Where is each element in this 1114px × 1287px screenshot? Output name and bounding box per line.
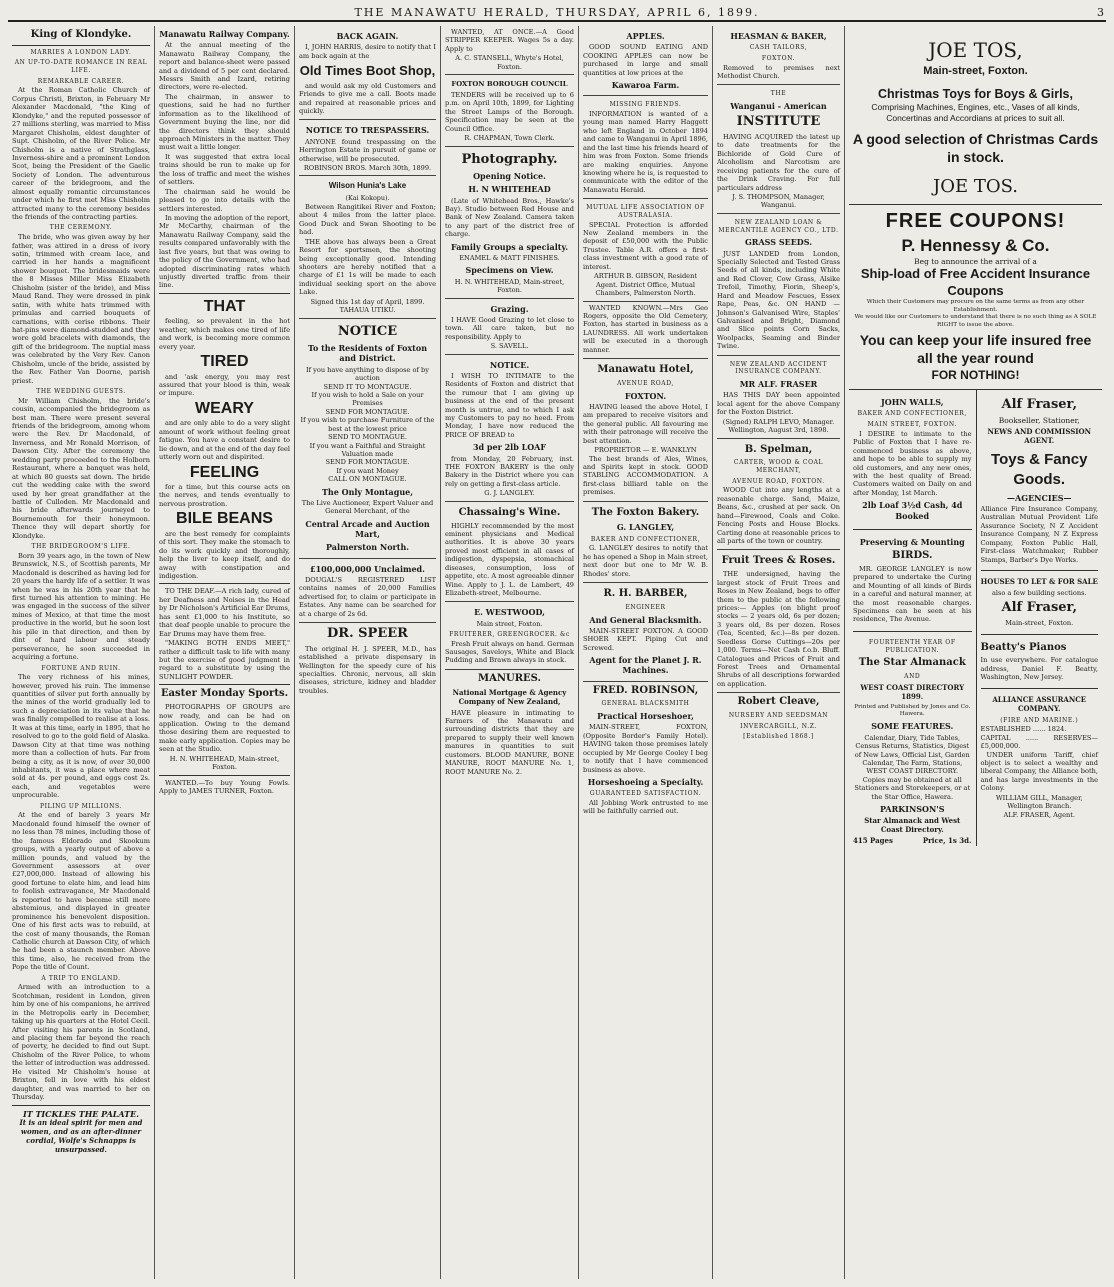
grass-seeds-ad bbox=[717, 214, 840, 356]
ad-heading-tired: TIRED bbox=[200, 353, 249, 371]
ad-title: APPLES. bbox=[626, 31, 665, 41]
photography-ad bbox=[445, 147, 574, 299]
lower-ads bbox=[849, 390, 1102, 846]
divider bbox=[159, 684, 290, 685]
ad-heading-that: THAT bbox=[203, 297, 246, 315]
ad-text: Between Rangitikei River and Foxton; about 4 miles from the latter place. Good Duck and Swan Shooting to be had. bbox=[299, 202, 436, 237]
tailors-ad bbox=[717, 26, 840, 85]
ad-text: The best brands of Ales, Wines, and Spirits kept in stock. GOOD STABLING ACCOMMODATION. A first-class billiard table on the premises. bbox=[583, 454, 708, 497]
article-subhead: AN UP-TO-DATE ROMANCE IN REAL LIFE. bbox=[14, 59, 148, 75]
column-1 bbox=[8, 26, 155, 1279]
ad-signature: ALF. FRASER, Agent. bbox=[1003, 810, 1076, 819]
ad-signature: WILLIAM GILL, Manager, Wellington Branch. bbox=[995, 793, 1083, 811]
ad-title: Preserving & Mounting bbox=[859, 536, 965, 547]
ad-text: I WISH TO INTIMATE to the Residents of Foxton and district that the rumour that I am giving up business at the end of the present month is untrue, and to which I ask my Customers to pay no heed. From Monday, I have now reduced the PRICE OF BREAD to bbox=[445, 371, 574, 439]
ad-title: Manawatu Hotel, bbox=[597, 364, 694, 376]
grazing-ad bbox=[445, 299, 574, 355]
ad-signature: (Signed) RALPH LEVO, Manager. Wellington, August 3rd, 1898. bbox=[722, 417, 835, 435]
ad-title: JOE TOS. bbox=[932, 176, 1018, 198]
ad-subtitle: To the Residents of Foxton and District. bbox=[307, 343, 428, 364]
ad-title: JOHN WALLS, bbox=[880, 397, 944, 408]
ad-signature: Signed this 1st day of April, 1899. TAHAUA UTIKU. bbox=[310, 297, 425, 315]
ad-text: HAS THIS DAY been appointed local agent for the above Company for the Foxton District. bbox=[717, 391, 840, 417]
ad-subtitle: FOXTON. bbox=[761, 54, 796, 62]
bakery-notice-ad bbox=[445, 355, 574, 502]
ad-subtitle: CASH TAILORS, bbox=[749, 44, 808, 52]
page-count: 415 Pages bbox=[853, 836, 893, 846]
ad-text: HAVE pleasure in intimating to Farmers of the Manawatu and surrounding districts that they are prepared to supply their well known manures in quantities to suit customers. BLOOD MANURE, BONE MANURE, ROOT MANURE No. 1, ROOT MANURE No. 2. bbox=[445, 708, 574, 776]
montague-line: CALL ON MONTAGUE. bbox=[328, 475, 407, 484]
article-paragraph: Armed with an introduction to a Scotchman, resident in London, given him by one of his companions, he arrived in the Metropolis early in December, taking up his quarters at the Hotel Cecil. After visiting his parents in Scotland, and placing them far beyond the reach of poverty, he decided to find out Supt. Chisholm of the River Police, to whom the letter of introduction was addressed. He visited Mr Chisholm's house at Brixton, fell in love with his eldest daughter, and was married to her on Thursday. bbox=[12, 983, 150, 1102]
ad-text: and 'ask energy, you may rest assured that your blood is thin, weak or impure. bbox=[159, 372, 290, 398]
ad-text: HAVING ACQUIRED the latest up to date treatments for the Bichloride of Gold Cure of Alcoholism and Narcotism are receiving patients for the cure of the Drink Craving. For full particulars address bbox=[717, 132, 840, 192]
ad-subtitle: PARKINSON'S bbox=[879, 804, 945, 815]
ad-subtitle: WEST COAST DIRECTORY 1899. bbox=[860, 682, 965, 701]
joe-tos-ad bbox=[849, 26, 1102, 205]
article-subhead: REMARKABLE CAREER. bbox=[37, 77, 125, 85]
ad-subtitle: NEWS AND COMMISSION AGENT. bbox=[987, 427, 1092, 446]
ad-text: ANYONE found trespassing on the Herrington Estate in pursuit of game or otherwise, will be prosecuted. bbox=[299, 137, 436, 163]
bread-price: 3d per 2lb LOAF bbox=[472, 442, 547, 453]
ad-title: BACK AGAIN. bbox=[336, 31, 399, 41]
ad-title: Beatty's Pianos bbox=[980, 641, 1067, 653]
ad-text: I, JOHN HARRIS, desire to notify that I am back again at the bbox=[299, 43, 436, 60]
ad-shop-name: Old Times Boot Shop, bbox=[299, 63, 436, 79]
ad-text: THE above has always been a Great Resort for sportsmen, the shooting being exceptionally good. Intending shooters are hereby notified that a charge of £1 1s will be made to each individual seeking sport on the above Lake. bbox=[299, 237, 436, 297]
montague-address: Central Arcade and Auction Mart, bbox=[305, 518, 430, 540]
article-paragraph: The very richness of his mines, however, proved his ruin. The immense quantities of silver put forth annually by the mines of the world gradually led to such a depreciation in its value that he was finally compelled to realise at a loss. It was at this time, early in 1895, that he resolved to go to the gold field of Alaska. Dawson City at that time was nothing more than a collection of huts. Far from being a city, as it is now, of over 30,000 inhabitants, it was a place where meat sold at 4s. per pound, and eggs cost 2s. each, and vegetables were unprocurable. bbox=[12, 673, 150, 800]
ad-title: FRED. ROBINSON, bbox=[592, 684, 699, 696]
ad-text: SPECIAL Protection is afforded New Zealand members in the deposit of £50,000 with the Public Trustee. Table A.R. offers a first-class investment with a good rate of interest. bbox=[583, 220, 708, 271]
ad-title: HOUSES TO LET & FOR SALE bbox=[980, 577, 1098, 587]
ad-title: FOXTON BOROUGH COUNCIL bbox=[451, 80, 568, 89]
divider bbox=[159, 293, 290, 294]
ad-text: All Jobbing Work entrusted to me will be faithfully carried out. bbox=[583, 798, 708, 816]
ad-subtitle: BIRDS. bbox=[892, 550, 933, 562]
beatty-pianos-ad bbox=[981, 635, 1099, 689]
ad-title: Chassaing's Wine. bbox=[458, 506, 561, 518]
ad-subtitle: also a few building sections. bbox=[991, 589, 1087, 597]
montague-name: The Only Montague, bbox=[321, 486, 414, 497]
column-6 bbox=[713, 26, 845, 1279]
ad-subtitle: ENGINEER bbox=[625, 603, 666, 611]
laundress-ad bbox=[583, 302, 708, 360]
ad-feature: FOR NOTHING! bbox=[931, 367, 1020, 382]
ad-title: MANURES. bbox=[478, 672, 541, 684]
montague-line: If you want a Faithful and Straight Valuation made bbox=[309, 441, 426, 459]
divider bbox=[159, 775, 290, 776]
ad-text: CAPITAL ...... RESERVES— £5,000,000. bbox=[980, 733, 1098, 751]
unclaimed-ad bbox=[299, 559, 436, 623]
montague-line: SEND FOR MONTAGUE. bbox=[325, 407, 410, 416]
ad-title: NOTICE. bbox=[489, 359, 530, 370]
ad-title: NOTICE TO TRESPASSERS. bbox=[305, 125, 430, 136]
article-title: King of Klondyke. bbox=[30, 29, 132, 40]
ad-text: MAIN-STREET FOXTON. A GOOD SHOER KEPT. Piping Cut and Screwed. bbox=[583, 626, 708, 652]
ad-text: JUST LANDED from London, Specially Selected and Tested Grass Seeds of all kinds, including White and Red Clover, Cow Grass, Alsike Trefoil, Timothy, Fiorin, Sheep's, Hard and Meadow Fescues, Essex Rape, Peas, &c. ON HAND — Johnson's Galvanised Wire, Staples' Galvanised and Bright, Diamond and Slice points Corn Sacks, Woolpacks, Seaming and Binder Twine. bbox=[717, 249, 840, 351]
ad-subtitle: National Mortgage & Agency Company of New Zealand, bbox=[452, 687, 567, 706]
ad-subtitle: BAKER AND CONFECTIONER, bbox=[590, 535, 701, 543]
ad-text: and are only able to do a very slight amount of work without feeling great fatigue. You have a constant desire to lie down, and at the end of the day feel utterly worn out and dispirited. bbox=[159, 419, 290, 462]
sunlight-notice: "MAKING BOTH ENDS MEET," rather a difficult task to life with many but the exercise of good judgment in regard to a substitute by using the SUNLIGHT POWDER. bbox=[159, 639, 290, 681]
ad-subtitle: Main-street, Foxton. bbox=[1005, 619, 1074, 628]
manures-ad bbox=[445, 673, 574, 776]
lower-right-ads bbox=[976, 390, 1103, 846]
ad-text: The Live Auctioneer, Expert Valuer and General Merchant, of the bbox=[301, 499, 434, 516]
columns bbox=[8, 26, 1106, 1279]
ad-text: Removed to premises next Methodist Church. bbox=[717, 63, 840, 81]
ad-text: TENDERS will be received up to 6 p.m. on April 10th, 1899, for Lighting the Street Lamps of the Borough. Specification may be seen at the Council Office. bbox=[445, 90, 574, 133]
ad-title: Alf Fraser, bbox=[1001, 600, 1077, 616]
ad-subtitle: AND bbox=[904, 673, 921, 681]
trespass-notice bbox=[299, 120, 436, 176]
ad-subtitle: Star Almanack and West Coast Directory. bbox=[864, 816, 961, 835]
ad-text: INFORMATION is wanted of a young man named Harry Haggett who left England in October 1894 and came to Wanganui in April 1896, and the last time his friends heard of him was from Foxton. Some friends are making enquiries. Anyone knowing where he is, is requested to communicate with the editor of the Manawatu Herald. bbox=[583, 109, 708, 194]
ad-subtitle: Opening Notice. bbox=[473, 171, 546, 182]
montague-line: If you want Money bbox=[336, 466, 399, 475]
ad-text: HAVING leased the above Hotel, I am prepared to receive visitors and the general public. All favouring me with their patronage will receive the best attention. bbox=[583, 402, 708, 445]
section-heading: A TRIP TO ENGLAND. bbox=[41, 974, 121, 982]
ad-text: Fresh Fruit always on hand. German Sausages, Saveloys, White and Black Pudding and Brawn always in stock. bbox=[445, 639, 574, 665]
houses-ad bbox=[981, 571, 1099, 634]
ad-text: are the best remedy for complaints of this sort. They make the stomach to do its work quickly and thoroughly, help the liver to keep itself, and do away with constipation and indigestion. bbox=[159, 529, 290, 581]
article-paragraph: The chairman, in answer to questions, said he had no further information as to the likelihood of Government buying the line, nor did the directors think they should approach Ministers in the matter. They must wait a little longer. bbox=[159, 92, 290, 152]
ad-feature: ENAMEL & MATT FINISHES. bbox=[459, 254, 560, 263]
ad-signature: ARTHUR B. GIBSON, Resident Agent. District Office, Mutual Chambers, Palmerston North. bbox=[594, 272, 697, 298]
ad-feature: Agent for the Planet J. R. Machines. bbox=[589, 655, 702, 676]
montague-line: If you wish to hold a Sale on your Premises bbox=[311, 390, 424, 408]
section-heading: THE WEDDING GUESTS. bbox=[36, 388, 126, 396]
ad-signature: G. J. LANGLEY. bbox=[484, 489, 535, 498]
article-paragraph: At the Roman Catholic Church of Corpus Christi, Brixton, in February Mr Alexander Macdonald, "the King of Klondyke," and the reputed possessor of 27 millions sterling, was married to Miss Margaret Chisholm, eldest daughter of Supt. Chisholm, of the River Police. Mr Chisholm is a native of Strathglass, Inverness-shire and a prominent London Scot, being the President of the Gaelic Society of London. The adventurous career of the bridegroom, and the almost equally romantic circumstances under which he first met Miss Chisholm attracted many to the ceremony besides the friends of the contracting parties. bbox=[12, 86, 150, 222]
article-paragraph: It was suggested that extra local trains should be run to make up for the loss of traffic and meet the wishes of settlers. bbox=[159, 152, 290, 187]
company-name: P. Hennessy & Co. bbox=[901, 235, 1050, 255]
ad-feature: Specimens on View. bbox=[465, 265, 554, 276]
montague-city: Palmerston North. bbox=[325, 542, 410, 553]
robinson-blacksmith-ad bbox=[583, 685, 708, 816]
birds-ad bbox=[853, 530, 972, 632]
montague-line: SEND IT TO MONTAGUE. bbox=[323, 382, 412, 391]
column-4 bbox=[441, 26, 579, 1279]
ad-title: £100,000,000 Unclaimed. bbox=[310, 563, 425, 574]
ad-subtitle: —AGENCIES— bbox=[1007, 492, 1072, 503]
ad-title: DR. SPEER bbox=[327, 626, 408, 642]
easter-sports-title: Easter Monday Sports. bbox=[160, 688, 289, 700]
ad-title: ALLIANCE ASSURANCE COMPANY. bbox=[992, 694, 1087, 713]
ad-subtitle: SOME FEATURES. bbox=[871, 721, 954, 732]
ad-title: Alf Fraser, bbox=[1001, 397, 1077, 413]
john-walls-ad bbox=[853, 390, 972, 530]
ad-heading-bile-beans: BILE BEANS bbox=[176, 510, 273, 528]
ad-text: In use everywhere. For catalogue address, Daniel F. Beatty, Washington, New Jersey. bbox=[980, 656, 1098, 682]
price: Price, 1s 3d. bbox=[922, 836, 972, 846]
masthead bbox=[8, 6, 1106, 22]
hennessy-ad bbox=[849, 205, 1102, 390]
ad-feature: Toys & Fancy Goods. bbox=[991, 451, 1088, 488]
ad-subtitle: MAIN STREET, FOXTON. bbox=[867, 421, 957, 429]
ad-text: ESTABLISHED ...... 1824. bbox=[980, 725, 1067, 734]
section-heading: PILING UP MILLIONS. bbox=[40, 802, 122, 810]
montague-line: SEND TO MONTAGUE. bbox=[328, 433, 407, 442]
ad-text: (Late of Whitehead Bros., Hawke's Bay). Studio between Red House and Bank of New Zealand. Camera taken to any part of the district free of charge. bbox=[445, 196, 574, 239]
divider bbox=[12, 1105, 150, 1106]
lower-left-ads bbox=[849, 390, 976, 846]
ad-feature: A good selection of Christmas Cards in stock. bbox=[852, 131, 1099, 166]
star-almanack-ad bbox=[853, 632, 972, 846]
farm-name: Kawaroa Farm. bbox=[611, 79, 680, 90]
ad-text: I DESIRE to intimate to the Public of Foxton that I have re-commenced business as above, and hope to be able to supply my old customers, and any new ones, with the best quality of Bread. Customers waited on Daily on and after Monday, 1st March. bbox=[853, 429, 972, 497]
spelman-ad bbox=[717, 439, 840, 551]
ad-text: Which their Customers may procure on the same terms as from any other Establishment. bbox=[866, 299, 1085, 313]
column-2 bbox=[155, 26, 295, 1279]
ad-text: Alliance Fire Insurance Company, Australian Mutual Provident Life Assurance Society, N Z Accident Insurance Company, N Z Express Company, Foxton Public Hall, First-class Watchmaker, Rubber Stamps, Barber's Dye Works. bbox=[980, 504, 1098, 564]
ad-subtitle: BAKER AND CONFECTIONER, bbox=[857, 410, 967, 418]
ad-subtitle: Bookseller, Stationer, bbox=[998, 415, 1080, 425]
ad-text: Printed and Published by Jones and Co. Hawera. bbox=[854, 703, 971, 718]
schnapps-ad-body: It is an ideal spirit for men and women, and as an after-dinner cordial, Wolfe's Schnapps is unsurpassed. bbox=[19, 1117, 143, 1154]
ad-subtitle: (FIRE AND MARINE.) bbox=[1000, 716, 1079, 724]
section-heading: FORTUNE AND RUIN. bbox=[41, 664, 121, 672]
ad-text: WANTED KNOWN.—Mrs Geo Rogers, opposite the Old Cemetery, Foxton, has started in business as a LAUNDRESS. All work undertaken will be executed in a thorough manner. bbox=[583, 303, 708, 354]
ad-text: UNDER uniform Tariff, chief object is to select a wealthy and liberal Company, the Alliance both, and has large investments in the Colony. bbox=[980, 750, 1098, 793]
ad-title: B. Spelman, bbox=[744, 443, 813, 455]
wine-ad bbox=[445, 502, 574, 603]
ad-feature: Horseshoeing a Specialty. bbox=[587, 776, 704, 787]
divider bbox=[12, 45, 150, 46]
masthead-title: THE MANAWATU HERALD, THURSDAY, APRIL 6, 1899. bbox=[354, 6, 760, 19]
ad-signature: ROBINSON BROS. March 30th, 1899. bbox=[303, 164, 432, 173]
fruit-trees-ad bbox=[717, 550, 840, 693]
ad-text: MAIN-STREET, FOXTON, (Opposite Border's Family Hotel). HAVING taken those premises lately occupied by Mr George Cooley I beg to notify that I have commenced business as above. bbox=[583, 723, 708, 774]
ad-title: MUTUAL LIFE ASSOCIATION OF AUSTRALASIA. bbox=[586, 204, 705, 219]
ad-subtitle: FOURTEENTH YEAR OF PUBLICATION. bbox=[868, 638, 956, 654]
ad-signature: H. N. WHITEHEAD, Main-street, Foxton. bbox=[454, 277, 565, 295]
page-number: 3 bbox=[1097, 6, 1104, 19]
baker-name: G. LANGLEY, bbox=[616, 522, 675, 533]
article-title: Manawatu Railway Company. bbox=[159, 29, 290, 39]
bread-price: 2lb Loaf 3½d Cash, 4d Booked bbox=[862, 500, 963, 521]
ad-title: Grazing. bbox=[490, 303, 529, 314]
ad-text: Calendar, Diary, Tide Tables, Census Returns, Statistics, Digest of New Laws, Official List, Garden Calendar, The Farm, Stations, WEST COAST DIRECTORY. bbox=[854, 733, 970, 776]
ad-subtitle: INVERCARGILL, N.Z. bbox=[740, 722, 817, 730]
ad-heading-weary: WEARY bbox=[195, 399, 254, 417]
ad-text: from Monday, 20 February, inst. THE FOXTON BAKERY is the only Bakery in the District where you can rely on getting a first-class article. bbox=[445, 454, 574, 488]
borough-tender-ad bbox=[445, 75, 574, 146]
ad-subtitle: FOXTON. bbox=[624, 390, 667, 401]
article-paragraph: At the annual meeting of the Manawatu Railway Company, the report and balance-sheet were passed and a dividend of 5 per cent declared. Messrs Smith and Izard, retiring directors, were re-elected. bbox=[159, 41, 290, 92]
ad-subtitle: NURSERY AND SEEDSMAN bbox=[728, 712, 829, 720]
ad-subtitle: CARTER, WOOD & COAL MERCHANT, bbox=[733, 459, 824, 474]
ad-text: HIGHLY recommended by the most eminent physicians and Medical authorities. It is above 30 years proved most efficient in all cases of indigestion, dyspepsia, stomachical diseases, consumption, loss of appetite, etc. A most agreeable dinner Wine. Apply to J. L. de Lambert, 49 Elizabeth-street, Melbourne. bbox=[445, 521, 574, 597]
column-5 bbox=[579, 26, 713, 1279]
cleave-nursery-ad bbox=[717, 696, 840, 741]
ad-title: MISSING FRIENDS. bbox=[609, 101, 682, 109]
barber-engineer-ad bbox=[583, 583, 708, 681]
ad-text: Beg to announce the arrival of a bbox=[914, 256, 1037, 266]
ad-text: Copies may be obtained at all Stationers and Storekeepers, or at the Star Office, Hawera. bbox=[854, 775, 971, 801]
ad-title: Photography. bbox=[461, 151, 558, 167]
accident-insurance-ad bbox=[717, 356, 840, 439]
ad-title: The Star Almanack bbox=[858, 657, 966, 669]
ad-subtitle: Main-street, Foxton. bbox=[923, 64, 1028, 77]
article-paragraph: Mr William Chisholm, the bride's cousin, accompanied the bridegroom as best man. There were present several friends of the bridegroom, among whom were the Rev. Dr Macdonald, of Inverness, and Mr Ronald Morrison, of Dawson City. After the ceremony the wedding party proceeded to the Holborn Restaurant, where a banquet was held, at which 80 guests sat down. The bride cut the wedding cake with the sword used by her great grandfather at the battle of Culloden. Mr Macdonald and his bride afterwards journeyed to Bournemouth for their honeymoon. Thence they will depart shortly for Klondyke. bbox=[12, 396, 150, 540]
schnapps-ad-title: IT TICKLES THE PALATE. bbox=[22, 1108, 140, 1119]
ad-feature: GUARANTEED SATISFACTION. bbox=[589, 790, 702, 798]
ad-feature: Christmas Toys for Boys & Girls, bbox=[878, 86, 1073, 101]
wanted-fowls-notice: WANTED.—To buy Young Fowls. Apply to JAMES TURNER, Foxton. bbox=[159, 778, 290, 795]
ad-title: Fruit Trees & Roses. bbox=[721, 555, 836, 567]
ad-text: We would like our Customers to understand that there is no such thing as A SOLE RIGHT to issue the above. bbox=[854, 314, 1097, 328]
ad-heading-feeling: FEELING bbox=[189, 463, 260, 481]
ad-title: Robert Cleave, bbox=[737, 696, 820, 708]
institute-ad bbox=[717, 85, 840, 213]
ad-text: WOOD Cut into any lengths at a reasonable charge. Sand, Maize, Beans, &c., crushed at per sack. On hand—Firewood, Coals and Coke. Fencing Posts and House Blocks. Carting done at reasonable prices to all parts of the town or country. bbox=[717, 486, 840, 545]
ad-text: for a time, but this course acts on the nerves, and tends eventually to nervous prostration. bbox=[159, 483, 290, 508]
ad-text: THE undersigned, having the largest stock of Fruit Trees and Roses in New Zealand, begs to offer them to the public at the following prices:— Apples (on blight proof stocks — 2 years old, 6s per dozen; 3 years old, 8s per dozen. Roses (Tea, Scented, &c.)—8s per dozen. Seedless Gorse Cuttings—20s per 1,000. Terms—Net Cash f.o.b. Bluff. Catalogues and Prices of Fruit and Forest Trees and Ornamental Shrubs of all descriptions forwarded on application. bbox=[717, 570, 840, 688]
alf-fraser-ad bbox=[981, 390, 1099, 571]
ad-text: feeling, so prevalent in the hot weather, which makes one tired of life and work, is becoming more common every year. bbox=[159, 317, 290, 351]
ad-title: NOTICE bbox=[337, 323, 398, 339]
alliance-assurance-ad bbox=[981, 689, 1099, 819]
ad-subtitle: GENERAL BLACKSMITH bbox=[601, 700, 690, 708]
wanted-stripper-ad bbox=[445, 26, 574, 75]
lake-notice bbox=[299, 176, 436, 318]
column-7 bbox=[845, 26, 1106, 1279]
ad-subtitle: AVENUE ROAD, FOXTON. bbox=[732, 477, 825, 485]
section-heading: THE CEREMONY. bbox=[49, 224, 113, 232]
montague-ad bbox=[299, 319, 436, 559]
montague-line: If you have anything to dispose of by auction bbox=[305, 365, 429, 383]
almanack-footer bbox=[853, 837, 972, 846]
article-paragraph: The bride, who was given away by her father, was attired in a dress of ivory satin, trimmed with cream lace, and carried in her hands a magnificent shower bouquet. The bridesmaids were the 8 Misses Miller Miss Elizabeth Chisholm (sister of the bride), and Miss Maud Rand. They were dressed in pink satin, with white hats trimmed with primulas and carried bouquets of carnations, with cerise ribbons. Their hat-pins were diamond-studded and they wore gold bracelets with diamonds, the gift of the bridegroom. The nuptial mass was celebrated by the Very Rev. Canon Chisholm, uncle of the bride, assisted by the Rev. Father Van Doorne, parish priest. bbox=[12, 233, 150, 385]
divider bbox=[159, 583, 290, 584]
article-paragraph: In moving the adoption of the report, Mr McCarthy, chairman of the Manawatu Railway Company, said the results compared unfavorably with the last five years, but that was owing to the policy of the Government, who had adopted discriminating rates which unjustly diverted traffic from their line. bbox=[159, 213, 290, 290]
ad-subtitle: Main street, Foxton. bbox=[476, 619, 543, 628]
ad-feature: You can keep your life insured free all the year round bbox=[859, 332, 1092, 366]
ad-title: The Foxton Bakery. bbox=[591, 506, 700, 518]
ad-title: JOE TOS, bbox=[928, 38, 1023, 62]
easter-sports-signature: H. N. WHITEHEAD, Main-street, Foxton. bbox=[169, 754, 280, 772]
agent-name: MR ALF. FRASER bbox=[739, 379, 818, 390]
section-heading: THE BRIDEGROOM'S LIFE. bbox=[31, 543, 131, 551]
montague-line: SEND FOR MONTAGUE. bbox=[325, 458, 410, 467]
ad-text: I HAVE Good Grazing to let close to town. All care taken, but no responsibility. Apply to bbox=[445, 315, 574, 341]
ad-text: G. LANGLEY desires to notify that he has opened a Shop in Main street, next door but one to Mr W. B. Rhodes' store. bbox=[583, 544, 708, 578]
ad-subtitle: GRASS SEEDS. bbox=[744, 237, 813, 248]
ad-subtitle: FRUITERER, GREENGROCER. &c bbox=[449, 630, 570, 638]
ad-title: R. H. BARBER, bbox=[603, 588, 688, 600]
ad-title: Wilson Hunia's Lake bbox=[328, 181, 407, 191]
apples-ad bbox=[583, 26, 708, 96]
back-again-ad bbox=[299, 26, 436, 120]
ad-title: NEW ZEALAND LOAN & MERCANTILE AGENCY CO., LTD. bbox=[718, 218, 839, 234]
dr-speer-ad bbox=[299, 626, 436, 695]
ad-text: WANTED, AT ONCE.—A Good STRIPPER KEEPER. Wages 5s a day. Apply to bbox=[445, 28, 574, 53]
article-paragraph: The chairman said he would be pleased to go into details with the settlers interested. bbox=[159, 187, 290, 213]
ad-subtitle: THE bbox=[770, 90, 787, 98]
ad-text: MR. GEORGE LANGLEY is now prepared to undertake the Curing and Mounting of all kinds of Birds in a careful and natural manner, at the most reasonable charges. Specimens can be seen at his residence, The Avenue. bbox=[853, 564, 972, 624]
ad-signature: R. CHAPMAN, Town Clerk. bbox=[464, 134, 555, 143]
ad-title: HEASMAN & BAKER, bbox=[730, 31, 827, 41]
ad-signature: A. C. STANSELL, Whyte's Hotel, Foxton. bbox=[455, 54, 564, 71]
ad-title: E. WESTWOOD, bbox=[474, 607, 545, 618]
photographer-name: H. N WHITEHEAD bbox=[468, 184, 551, 195]
column-3 bbox=[295, 26, 441, 1279]
ad-subtitle: And General Blacksmith. bbox=[589, 614, 702, 625]
ad-text: The original H. J. SPEER, M.D., has established a private dispensary in Wellington for the speedy cure of his specialties. Chronic, nervous, all skin diseases, stricture, kidney and bladder troubles. bbox=[299, 644, 436, 695]
westwood-ad bbox=[445, 602, 574, 669]
ad-feature: Family Groups a specialty. bbox=[451, 241, 568, 252]
article-subhead: MARRIES A LONDON LADY. bbox=[30, 48, 132, 56]
missing-friends-ad bbox=[583, 96, 708, 199]
ad-subtitle: AVENUE ROAD, bbox=[617, 379, 674, 387]
manawatu-hotel-ad bbox=[583, 359, 708, 502]
ad-text: GOOD SOUND EATING AND COOKING APPLES can now be purchased in large and small quantities at low prices at the bbox=[583, 43, 708, 77]
mutual-life-ad bbox=[583, 199, 708, 301]
ad-text: and would ask my old Customers and Friends to give me a call. Boots made and repaired at reasonable prices and quickly. bbox=[299, 81, 436, 116]
article-paragraph: At the end of barely 3 years Mr Macdonald found himself the owner of no less than 78 mines, including those of the famous Eldorado and Skookum groups, with a yearly output of above a million pounds, and valued by the Government assessors at over £27,000,000. Instead of allowing his good fortune to elate him, and lead him to foolish extravagance, Mr Macdonald is reported to have become still more abstemious, and displayed in greater prominence his benevolent disposition. One of his first acts was to rebuild, at the cost of many thousands, the Roman Catholic church at Dawson City, of which he had been a staunch member. Above this time, also, he received from the Pope the title of Count. bbox=[12, 811, 150, 972]
ad-signature: J. S. THOMPSON, Manager, Wanganui. bbox=[732, 193, 825, 210]
easter-sports-text: PHOTOGRAPHS OF GROUPS are now ready, and can be had on application. Owing to the demand those desiring them are requested to make early application. Copies may be seen at the Studio. bbox=[159, 703, 290, 754]
article-paragraph: Born 39 years ago, in the town of New Brunswick, N.S., of Scottish parents, Mr Macdonald is described as having led for 20 years the hardy life of a settler. It was when he was in his 20th year that he first turned his attention to mining. He was engaged in the success of the silver mines of Mexico, at that time the most productive in the world, but he soon lost his pile in that direction, and then by dint of hard labour and steady perseverance, he soon succeeded in acquiring a fortune. bbox=[12, 551, 150, 662]
ad-feature: Ship-load of Free Accident Insurance Coupons bbox=[860, 266, 1091, 298]
deafness-notice: TO THE DEAF.—A rich lady, cured of her Deafness and Noises in the Head by Dr Nicholson's Artificial Ear Drums, has sent £1,000 to his Institute, so that deaf people unable to procure the Ear Drums may have them free. bbox=[159, 587, 290, 638]
ad-text: Comprising Machines, Engines, etc., Vases of all kinds, Concertinas and Accordians at prices to suit all. bbox=[871, 101, 1080, 123]
ad-title: FREE COUPONS! bbox=[885, 210, 1066, 233]
ad-signature: S. SAVELL. bbox=[490, 342, 529, 351]
ad-title: INSTITUTE bbox=[736, 114, 821, 130]
ad-subtitle: Wanganui - American bbox=[730, 101, 827, 112]
ad-text: DOUGAL'S REGISTERED LIST contains names of 20,000 Families advertised for, to claim or participate in Estates. Any name can be searched for at a charge of 2s 6d. bbox=[299, 575, 436, 618]
ad-signature: PROPRIETOR — E. WANKLYN bbox=[594, 446, 697, 455]
ad-subtitle: [Established 1868.] bbox=[743, 733, 814, 741]
montague-line: If you wish to purchase Furniture of the best at the lowest price bbox=[300, 416, 435, 433]
ad-title: NEW ZEALAND ACCIDENT INSURANCE COMPANY. bbox=[729, 360, 828, 376]
foxton-bakery-ad bbox=[583, 502, 708, 583]
ad-subtitle: (Kai Kokopu). bbox=[345, 193, 390, 202]
ad-subtitle: Practical Horseshoer, bbox=[597, 711, 694, 722]
